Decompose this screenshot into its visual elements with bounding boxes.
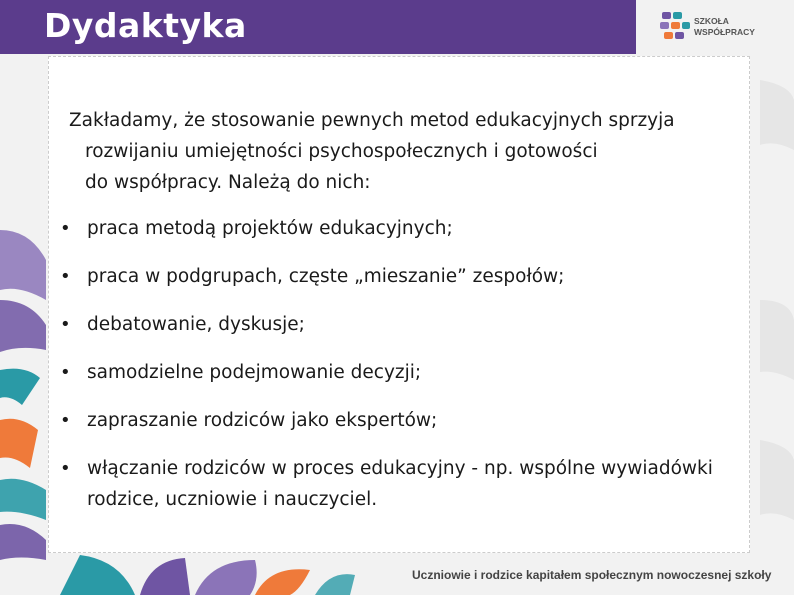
intro-line2: rozwijaniu umiejętności psychospołecznych i gotowości	[85, 141, 598, 162]
list-item-text: włączanie rodziców w proces edukacyjny - np. wspólne wywiadówki rodzice, uczniowie i nauczyciel.	[87, 458, 713, 510]
logo-line1: SZKOŁA	[694, 16, 729, 26]
bullet-icon: •	[60, 266, 71, 287]
bullet-icon: •	[60, 362, 71, 383]
bullet-icon: •	[60, 458, 71, 479]
page-title: Dydaktyka	[44, 6, 247, 45]
list-item	[57, 453, 747, 515]
list-item	[57, 261, 747, 292]
list-item	[57, 309, 747, 340]
list-item-text: praca w podgrupach, częste „mieszanie” zespołów;	[87, 266, 565, 287]
content-panel	[48, 56, 750, 553]
bullet-icon: •	[60, 410, 71, 431]
intro-paragraph	[69, 105, 719, 198]
bullet-icon: •	[60, 218, 71, 239]
list-item-text: samodzielne podejmowanie decyzji;	[87, 362, 422, 383]
footer-slogan: Uczniowie i rodzice kapitałem społecznym nowoczesnej szkoły	[412, 568, 772, 582]
list-item-text: zapraszanie rodziców jako ekspertów;	[87, 410, 438, 431]
bullet-icon: •	[60, 314, 71, 335]
intro-line1: Zakładamy, że stosowanie pewnych metod edukacyjnych sprzyja	[69, 110, 675, 131]
list-item-text: praca metodą projektów edukacyjnych;	[87, 218, 453, 239]
logo-line2: WSPÓŁPRACY	[694, 27, 755, 37]
list-item	[57, 213, 747, 244]
list-item	[57, 357, 747, 388]
list-item	[57, 405, 747, 436]
logo-text	[694, 16, 755, 38]
title-bar	[0, 0, 636, 54]
logo	[658, 10, 768, 46]
bullet-list	[57, 213, 747, 532]
logo-icon	[658, 10, 692, 44]
list-item-text: debatowanie, dyskusje;	[87, 314, 305, 335]
intro-line3: do współpracy. Należą do nich:	[85, 172, 371, 193]
